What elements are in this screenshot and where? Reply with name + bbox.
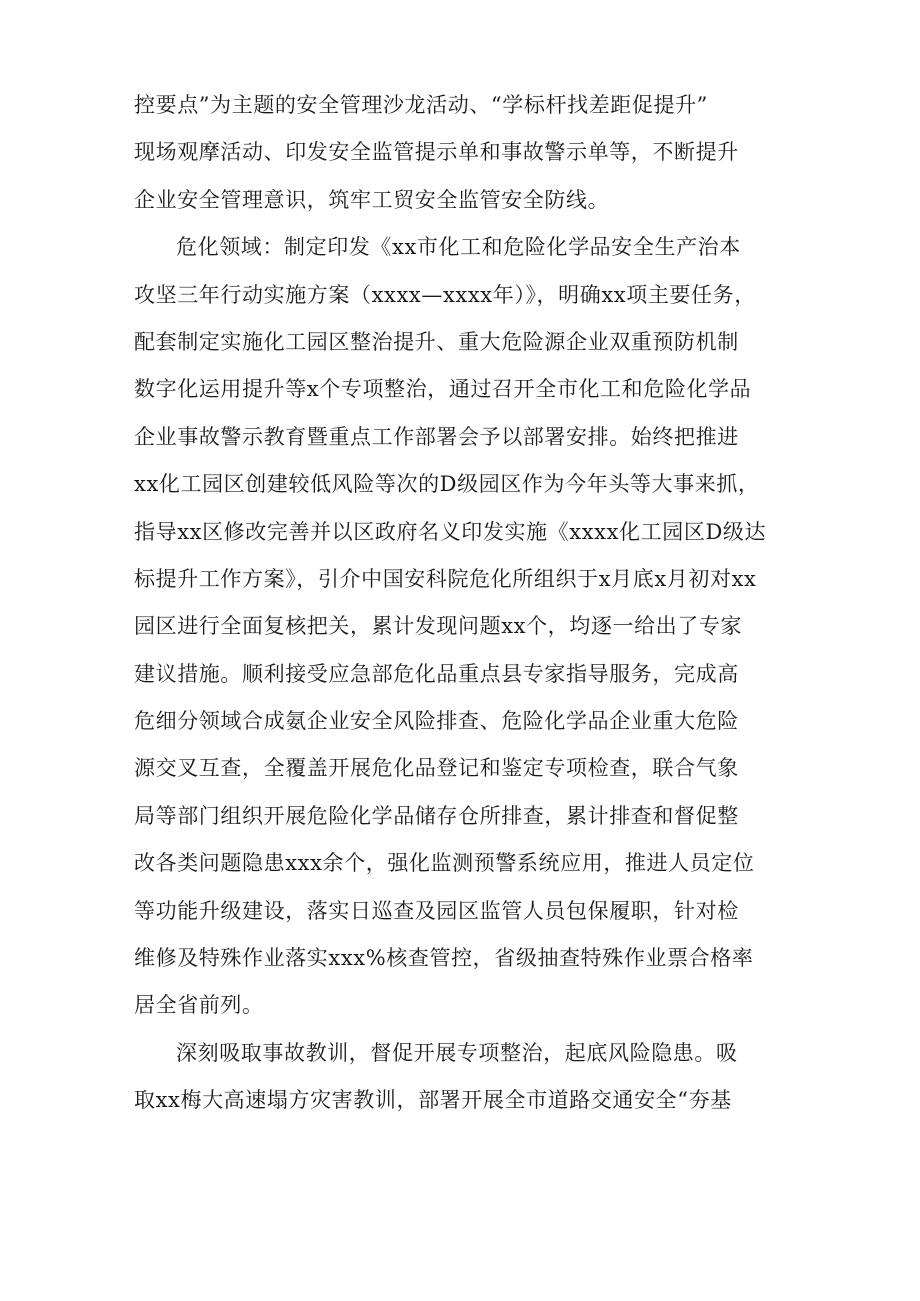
text-line: 深刻吸取事故教训，督促开展专项整治，起底风险隐患。吸 [176, 1040, 738, 1065]
paragraph-1 [134, 82, 794, 224]
text-line: 标提升工作方案》，引介中国安科院危化所组织于x月底x月初对xx [134, 566, 757, 591]
text-line: 局等部门组织开展危险化学品储存仓所排查，累计排查和督促整 [134, 803, 739, 828]
text-line: 现场观摩活动、印发安全监管提示单和事故警示单等，不断提升 [134, 140, 739, 165]
text-line: 指导xx区修改完善并以区政府名义印发实施《xxxx化工园区D级达 [134, 519, 767, 544]
paragraph-2 [134, 224, 794, 1030]
text-line: 园区进行全面复核把关，累计发现问题xx个，均逐一给出了专家 [134, 614, 743, 639]
text-line: 数字化运用提升等x个专项整治，通过召开全市化工和危险化学品 [134, 377, 752, 402]
text-line: 改各类问题隐患xxx余个，强化监测预警系统应用，推进人员定位 [134, 851, 755, 876]
text-line: 危细分领域合成氨企业安全风险排查、危险化学品企业重大危险 [134, 709, 739, 734]
text-line: 控要点”为主题的安全管理沙龙活动、“学标杆找差距促提升” [134, 93, 709, 117]
paragraph-3 [134, 1030, 794, 1125]
text-line: 等功能升级建设，落实日巡查及园区监管人员包保履职，针对检 [134, 898, 739, 923]
text-line: xx化工园区创建较低风险等次的D级园区作为今年头等大事来抓， [134, 472, 760, 497]
text-line: 企业事故警示教育暨重点工作部署会予以部署安排。始终把推进 [134, 424, 739, 449]
text-line: 企业安全管理意识，筑牢工贸安全监管安全防线。 [134, 187, 610, 212]
text-line: 建议措施。顺利接受应急部危化品重点县专家指导服务，完成高 [134, 661, 739, 686]
text-line: 源交叉互查，全覆盖开展危化品登记和鉴定专项检查，联合气象 [134, 756, 739, 781]
text-line: 危化领域：制定印发《xx市化工和危险化学品安全生产治本 [176, 235, 741, 260]
text-line: 居全省前列。 [134, 993, 264, 1018]
text-line: 配套制定实施化工园区整治提升、重大危险源企业双重预防机制 [134, 329, 739, 354]
text-line: 攻坚三年行动实施方案（xxxx—xxxx年）》，明确xx项主要任务， [134, 282, 756, 307]
text-line: 维修及特殊作业落实xxx%核查管控，省级抽查特殊作业票合格率 [134, 946, 754, 971]
document-body [134, 82, 794, 1125]
text-line: 取xx梅大高速塌方灾害教训，部署开展全市道路交通安全“夯基 [134, 1088, 732, 1113]
